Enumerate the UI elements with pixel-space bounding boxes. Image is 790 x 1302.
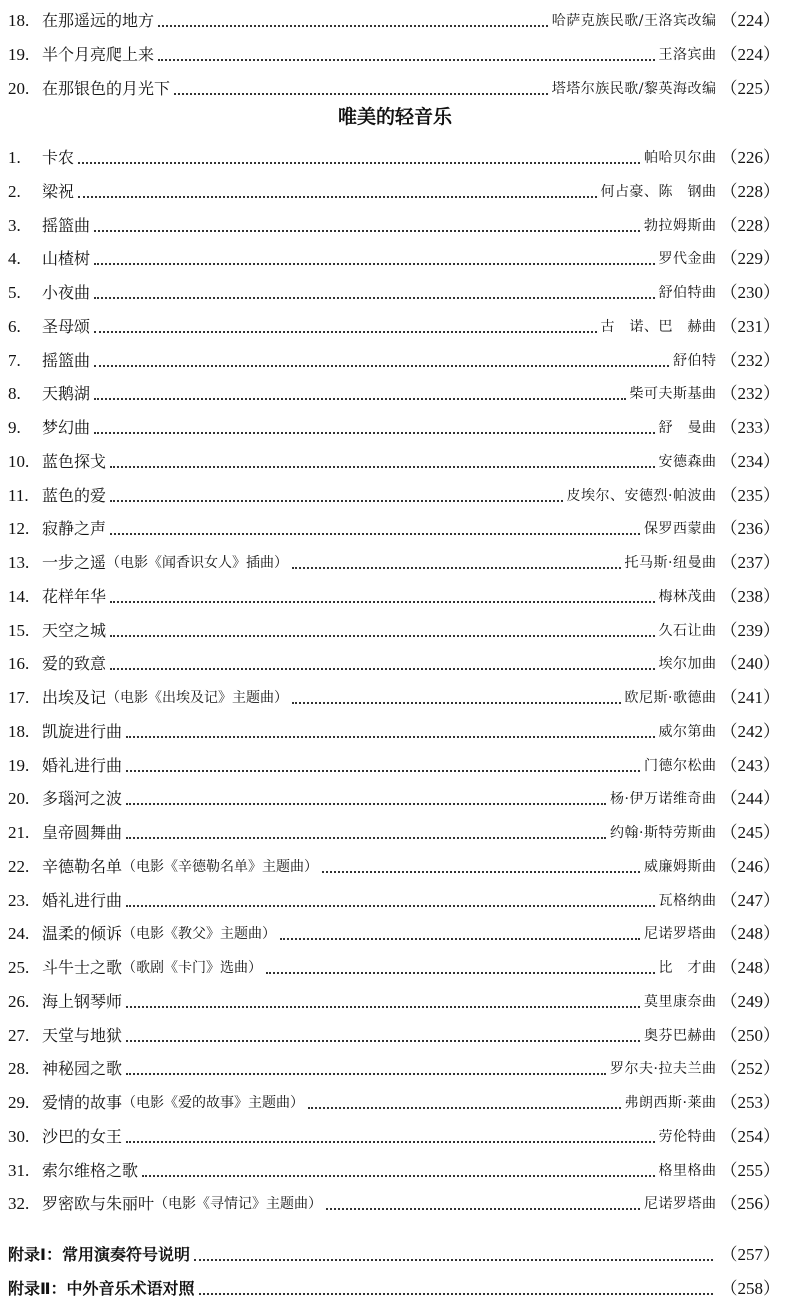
toc-entry (8, 645, 780, 675)
entry-number: 26. (8, 992, 30, 1011)
entry-title: 一步之遥 (42, 553, 107, 572)
entry-composer: 瓦格纳曲 (658, 893, 717, 909)
entry-number: 3. (8, 216, 21, 235)
entry-page: （255） (720, 1161, 780, 1180)
entry-page: （239） (720, 621, 780, 640)
entry-title: 神秘园之歌 (42, 1059, 123, 1078)
entry-composer: 皮埃尔、安德烈·帕波曲 (566, 488, 717, 504)
entry-title: 爱情的故事 (42, 1093, 123, 1112)
leader-dots (110, 634, 654, 637)
toc-entry (8, 1050, 780, 1080)
toc-entry (8, 578, 780, 608)
toc-entry (8, 409, 780, 439)
toc-entry (8, 342, 780, 372)
leader-dots (126, 802, 606, 805)
entry-page: （244） (720, 789, 780, 808)
leader-dots (110, 465, 654, 468)
entry-composer: 久石让曲 (658, 623, 717, 639)
entry-title: 梁祝 (42, 182, 75, 201)
toc-entry (8, 780, 780, 810)
leader-dots (174, 92, 548, 95)
entry-page: （228） (720, 182, 780, 201)
leader-dots (126, 1072, 606, 1075)
entry-page: （232） (720, 351, 780, 370)
leader-dots (94, 296, 654, 299)
entry-composer: 哈萨克族民歌/王洛宾改编 (551, 13, 717, 29)
leader-dots (266, 971, 654, 974)
appendix-entry (8, 1236, 780, 1266)
entry-page: （252） (720, 1059, 780, 1078)
entry-number: 11. (8, 486, 29, 505)
entry-composer: 帕哈贝尔曲 (644, 150, 717, 166)
entry-page: （238） (720, 587, 780, 606)
entry-page: （231） (720, 317, 780, 336)
entry-composer: 弗朗西斯·莱曲 (624, 1095, 717, 1111)
entry-page: （235） (720, 486, 780, 505)
toc-entry (8, 240, 780, 270)
toc-entry (8, 1084, 780, 1114)
entry-title: 梦幻曲 (42, 418, 91, 437)
entry-title: 沙巴的女王 (42, 1127, 123, 1146)
toc-entry (8, 882, 780, 912)
entry-composer: 杨·伊万诺维奇曲 (610, 791, 717, 807)
entry-number: 15. (8, 621, 30, 640)
entry-title: 在那遥远的地方 (42, 11, 155, 30)
toc-entry (8, 510, 780, 540)
appendix-page: （257） (720, 1245, 780, 1264)
leader-dots (292, 566, 621, 569)
entry-composer: 安德森曲 (658, 454, 717, 470)
entry-number: 32. (8, 1194, 30, 1213)
entry-composer: 格里格曲 (658, 1163, 717, 1179)
toc-entry (8, 915, 780, 945)
entry-composer: 舒伯特曲 (658, 285, 717, 301)
leader-dots (142, 1174, 654, 1177)
entry-page: （234） (720, 452, 780, 471)
leader-dots (126, 1005, 640, 1008)
entry-page: （243） (720, 756, 780, 775)
entry-number: 14. (8, 587, 30, 606)
leader-dots (110, 532, 640, 535)
leader-dots (110, 499, 563, 502)
appendix-title: 附录Ⅰ：常用演奏符号说明 (8, 1245, 190, 1264)
entry-title: 摇篮曲 (42, 216, 91, 235)
toc-entry (8, 70, 780, 100)
entry-page: （248） (720, 924, 780, 943)
entry-number: 27. (8, 1026, 30, 1045)
leader-dots (94, 262, 654, 265)
entry-composer: 威廉姆斯曲 (644, 859, 717, 875)
entry-title: 天空之城 (42, 621, 107, 640)
entry-number: 20. (8, 79, 30, 98)
leader-dots (308, 1106, 621, 1109)
entry-page: （228） (720, 216, 780, 235)
toc-entry (8, 375, 780, 405)
entry-composer: 欧尼斯·歌德曲 (624, 690, 717, 706)
entry-title: 圣母颂 (42, 317, 91, 336)
entry-composer: 门德尔松曲 (644, 758, 717, 774)
leader-dots (158, 58, 654, 61)
entry-page: （233） (720, 418, 780, 437)
entry-title: 花样年华 (42, 587, 107, 606)
toc-entry (8, 173, 780, 203)
entry-page: （249） (720, 992, 780, 1011)
leader-dots (158, 24, 548, 27)
entry-title: 寂静之声 (42, 519, 107, 538)
entry-composer: 威尔第曲 (658, 724, 717, 740)
toc-entry (8, 2, 780, 32)
entry-note: （电影《寻情记》主题曲） (154, 1196, 323, 1212)
entry-page: （224） (720, 45, 780, 64)
entry-page: （236） (720, 519, 780, 538)
entry-composer: 比 才曲 (658, 960, 717, 976)
leader-dots (326, 1207, 640, 1210)
toc-entry (8, 443, 780, 473)
toc-entry (8, 544, 780, 574)
leader-dots (126, 836, 606, 839)
entry-number: 28. (8, 1059, 30, 1078)
entry-page: （225） (720, 79, 780, 98)
entry-composer: 奥芬巴赫曲 (644, 1028, 717, 1044)
entry-title: 小夜曲 (42, 283, 91, 302)
entry-number: 23. (8, 891, 30, 910)
entry-title: 多瑙河之波 (42, 789, 123, 808)
entry-number: 1. (8, 148, 21, 167)
toc-entry (8, 1017, 780, 1047)
entry-page: （246） (720, 857, 780, 876)
entry-page: （254） (720, 1127, 780, 1146)
toc-entry (8, 1185, 780, 1215)
leader-dots (94, 330, 596, 333)
toc-entry (8, 274, 780, 304)
leader-dots (280, 937, 640, 940)
entry-composer: 约翰·斯特劳斯曲 (610, 825, 717, 841)
entry-composer: 罗尔夫·拉夫兰曲 (610, 1061, 717, 1077)
entry-page: （237） (720, 553, 780, 572)
toc-entry (8, 308, 780, 338)
entry-title: 半个月亮爬上来 (42, 45, 155, 64)
leader-dots (322, 870, 640, 873)
entry-page: （247） (720, 891, 780, 910)
section-heading: 唯美的轻音乐 (337, 106, 452, 128)
entry-title: 卡农 (42, 148, 75, 167)
toc-entry (8, 713, 780, 743)
toc-entry (8, 848, 780, 878)
entry-number: 10. (8, 452, 30, 471)
entry-composer: 劳伦特曲 (658, 1129, 717, 1145)
entry-composer: 塔塔尔族民歌/黎英海改编 (551, 81, 717, 97)
entry-composer: 保罗西蒙曲 (644, 521, 717, 537)
entry-number: 2. (8, 182, 21, 201)
entry-composer: 何占豪、陈 钢曲 (600, 184, 717, 200)
entry-page: （224） (720, 11, 780, 30)
entry-page: （253） (720, 1093, 780, 1112)
entry-composer: 梅林茂曲 (658, 589, 717, 605)
entry-number: 13. (8, 553, 30, 572)
leader-dots (292, 701, 621, 704)
leader-dots (126, 1140, 654, 1143)
entry-number: 12. (8, 519, 30, 538)
entry-number: 29. (8, 1093, 30, 1112)
entry-number: 24. (8, 924, 30, 943)
entry-title: 在那银色的月光下 (42, 79, 171, 98)
entry-page: （256） (720, 1194, 780, 1213)
appendix-entry (8, 1270, 780, 1300)
entry-note: （电影《教父》主题曲） (122, 926, 277, 942)
entry-title: 婚礼进行曲 (42, 756, 123, 775)
entry-number: 4. (8, 249, 21, 268)
entry-title: 海上钢琴师 (42, 992, 123, 1011)
entry-title: 山楂树 (42, 249, 91, 268)
entry-note: （电影《闻香识女人》插曲） (106, 555, 289, 571)
entry-note: （电影《出埃及记》主题曲） (106, 690, 289, 706)
entry-note: （电影《爱的故事》主题曲） (122, 1095, 305, 1111)
entry-title: 皇帝圆舞曲 (42, 823, 123, 842)
entry-title: 蓝色的爱 (42, 486, 107, 505)
entry-number: 8. (8, 384, 21, 403)
toc-entry (8, 983, 780, 1013)
toc-entry (8, 814, 780, 844)
leader-dots (126, 769, 640, 772)
toc-entry (8, 1152, 780, 1182)
toc-entry (8, 679, 780, 709)
entry-composer: 古 诺、巴 赫曲 (600, 319, 717, 335)
entry-note: （歌剧《卡门》选曲） (122, 960, 263, 976)
entry-page: （245） (720, 823, 780, 842)
entry-composer: 舒伯特 (673, 353, 717, 369)
entry-composer: 罗代金曲 (658, 251, 717, 267)
appendix-page: （258） (720, 1279, 780, 1298)
leader-dots (94, 364, 669, 367)
entry-title: 辛德勒名单 (42, 857, 123, 876)
entry-page: （248） (720, 958, 780, 977)
entry-title: 出埃及记 (42, 688, 107, 707)
entry-page: （240） (720, 654, 780, 673)
entry-title: 蓝色探戈 (42, 452, 107, 471)
entry-title: 斗牛士之歌 (42, 958, 123, 977)
entry-composer: 莫里康奈曲 (644, 994, 717, 1010)
leader-dots (110, 600, 654, 603)
toc-entry (8, 949, 780, 979)
entry-page: （230） (720, 283, 780, 302)
entry-title: 温柔的倾诉 (42, 924, 123, 943)
leader-dots (94, 229, 640, 232)
entry-title: 摇篮曲 (42, 351, 91, 370)
entry-page: （242） (720, 722, 780, 741)
leader-dots (126, 904, 654, 907)
entry-page: （250） (720, 1026, 780, 1045)
entry-number: 30. (8, 1127, 30, 1146)
entry-composer: 柴可夫斯基曲 (629, 386, 717, 402)
leader-dots (78, 161, 640, 164)
entry-page: （229） (720, 249, 780, 268)
appendix-title: 附录Ⅱ：中外音乐术语对照 (8, 1279, 195, 1298)
entry-note: （电影《辛德勒名单》主题曲） (122, 859, 319, 875)
entry-page: （226） (720, 148, 780, 167)
entry-number: 20. (8, 789, 30, 808)
entry-composer: 尼诺罗塔曲 (644, 1196, 717, 1212)
entry-composer: 埃尔加曲 (658, 656, 717, 672)
leader-dots (94, 431, 654, 434)
entry-composer: 舒 曼曲 (658, 420, 717, 436)
entry-title: 罗密欧与朱丽叶 (42, 1194, 155, 1213)
entry-number: 6. (8, 317, 21, 336)
leader-dots (110, 667, 654, 670)
entry-number: 19. (8, 45, 30, 64)
entry-title: 天堂与地狱 (42, 1026, 123, 1045)
toc-entry (8, 1118, 780, 1148)
entry-number: 7. (8, 351, 21, 370)
leader-dots (126, 1039, 640, 1042)
toc-entry (8, 747, 780, 777)
entry-number: 9. (8, 418, 21, 437)
leader-dots (199, 1292, 713, 1295)
entry-number: 21. (8, 823, 30, 842)
leader-dots (78, 195, 596, 198)
entry-number: 5. (8, 283, 21, 302)
entry-composer: 尼诺罗塔曲 (644, 926, 717, 942)
toc-entry (8, 36, 780, 66)
entry-number: 17. (8, 688, 30, 707)
entry-title: 爱的致意 (42, 654, 107, 673)
entry-title: 天鹅湖 (42, 384, 91, 403)
entry-number: 25. (8, 958, 30, 977)
entry-title: 凯旋进行曲 (42, 722, 123, 741)
toc-entry (8, 477, 780, 507)
entry-page: （241） (720, 688, 780, 707)
toc-entry (8, 612, 780, 642)
entry-page: （232） (720, 384, 780, 403)
leader-dots (126, 735, 654, 738)
entry-composer: 王洛宾曲 (658, 47, 717, 63)
entry-number: 31. (8, 1161, 30, 1180)
entry-title: 索尔维格之歌 (42, 1161, 139, 1180)
entry-composer: 勃拉姆斯曲 (644, 218, 717, 234)
entry-title: 婚礼进行曲 (42, 891, 123, 910)
leader-dots (94, 397, 625, 400)
entry-number: 16. (8, 654, 30, 673)
entry-number: 18. (8, 11, 30, 30)
entry-number: 19. (8, 756, 30, 775)
leader-dots (194, 1258, 713, 1261)
entry-number: 22. (8, 857, 30, 876)
toc-entry (8, 139, 780, 169)
entry-composer: 托马斯·纽曼曲 (624, 555, 717, 571)
entry-number: 18. (8, 722, 30, 741)
toc-entry (8, 207, 780, 237)
